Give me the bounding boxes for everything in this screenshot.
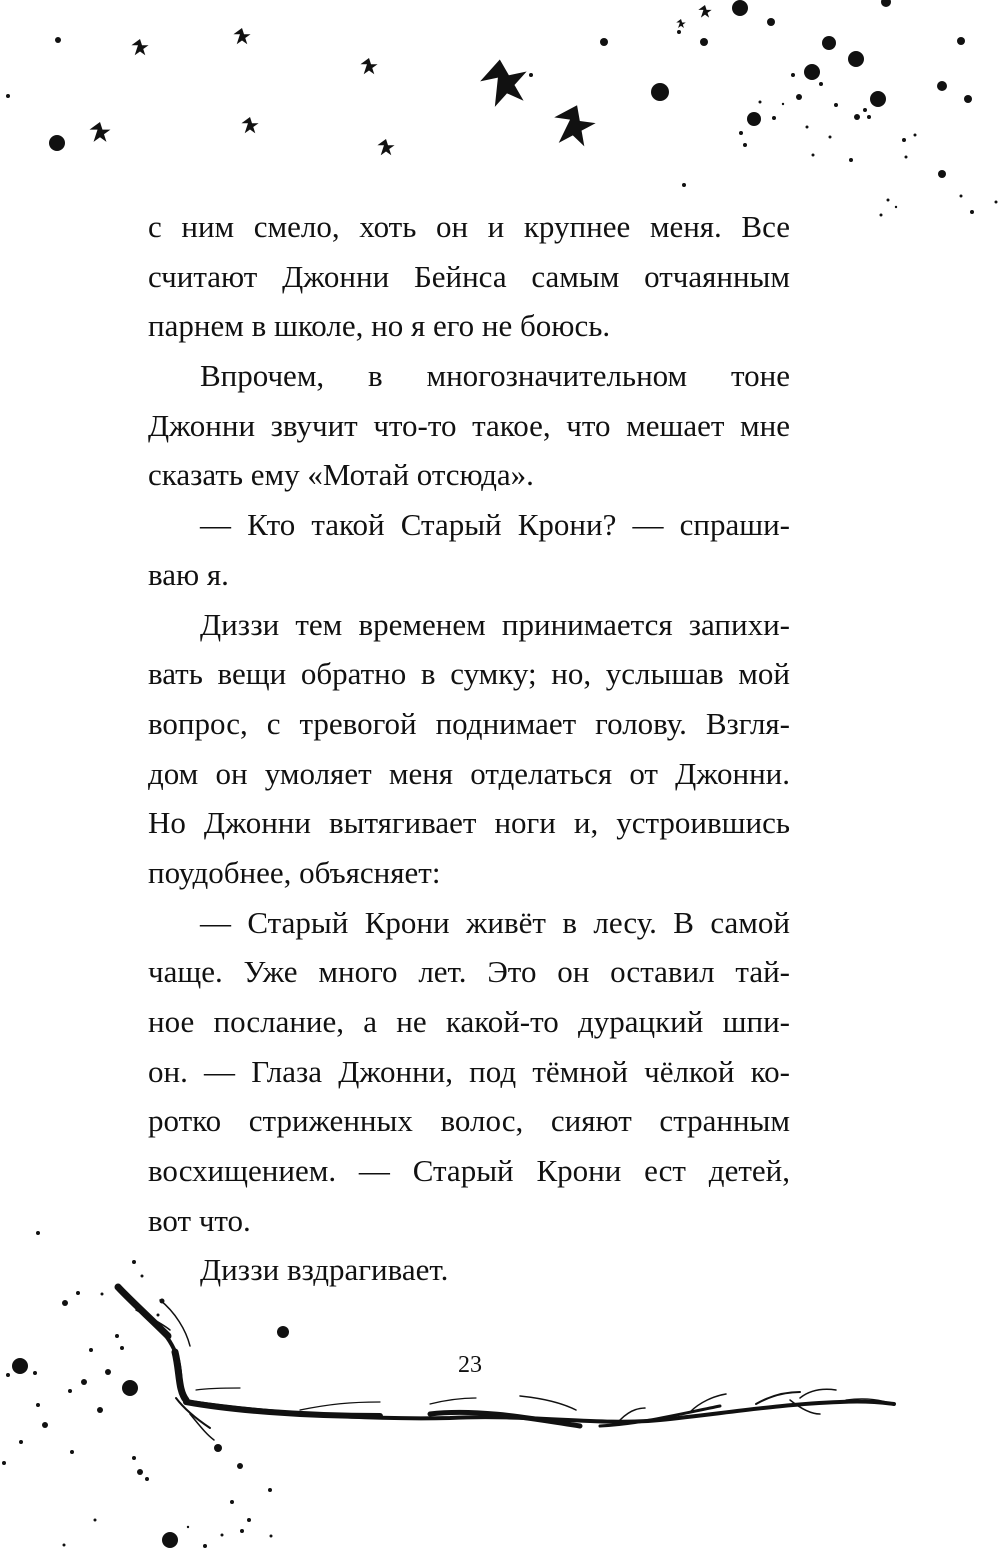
text-line: Но Джонни вытягивает ноги и, устроившись — [148, 805, 790, 841]
text-line: сказать ему «Мотай отсюда». — [148, 457, 534, 493]
star-icon — [90, 122, 111, 142]
text-line: Джонни звучит что-то такое, что мешает мне — [148, 407, 790, 443]
text-line: — Кто такой Старый Крони? — спраши- — [200, 507, 790, 543]
text-line: парнем в школе, но я его не боюсь. — [148, 308, 611, 344]
text-line: ротко стриженных волос, сияют странным — [148, 1103, 790, 1139]
text-line: ное послание, а не какой-то дурацкий шпи- — [148, 1004, 790, 1039]
text-line: поудобнее, объясняет: — [148, 854, 441, 890]
star-icon — [241, 117, 258, 133]
page-number: 23 — [458, 1352, 482, 1378]
text-line: восхищением. — Старый Крони ест детей, — [148, 1153, 790, 1189]
star-icon — [360, 58, 377, 74]
star-icon — [477, 55, 533, 109]
text-line: Диззи вздрагивает. — [200, 1252, 449, 1288]
book-page-text — [148, 202, 790, 1295]
star-icon — [551, 102, 598, 147]
text-line: — Старый Крони живёт в лесу. В самой — [200, 904, 790, 940]
text-line: дом он умоляет меня отделаться от Джонни. — [148, 755, 790, 791]
star-icon — [676, 19, 686, 28]
text-line: вать вещи обратно в сумку; но, услышав мой — [148, 656, 790, 692]
text-line: вот что. — [148, 1202, 251, 1238]
text-line: ваю я. — [148, 556, 229, 592]
text-line: Впрочем, в многозначительном тоне — [200, 358, 790, 394]
star-icon — [233, 28, 250, 44]
text-line: чаще. Уже много лет. Это он оставил тай- — [148, 954, 790, 990]
text-line: считают Джонни Бейнса самым отчаянным — [148, 258, 790, 294]
text-line: Диззи тем временем принимается запихи- — [200, 606, 790, 642]
text-line: он. — Глаза Джонни, под тёмной чёлкой ко- — [148, 1053, 790, 1089]
text-line: вопрос, с тревогой поднимает голову. Взгля- — [148, 705, 790, 741]
star-icon — [131, 39, 148, 55]
text-line: с ним смело, хоть он и крупнее меня. Все — [148, 209, 790, 244]
star-icon — [377, 139, 394, 155]
star-icon — [698, 5, 711, 18]
